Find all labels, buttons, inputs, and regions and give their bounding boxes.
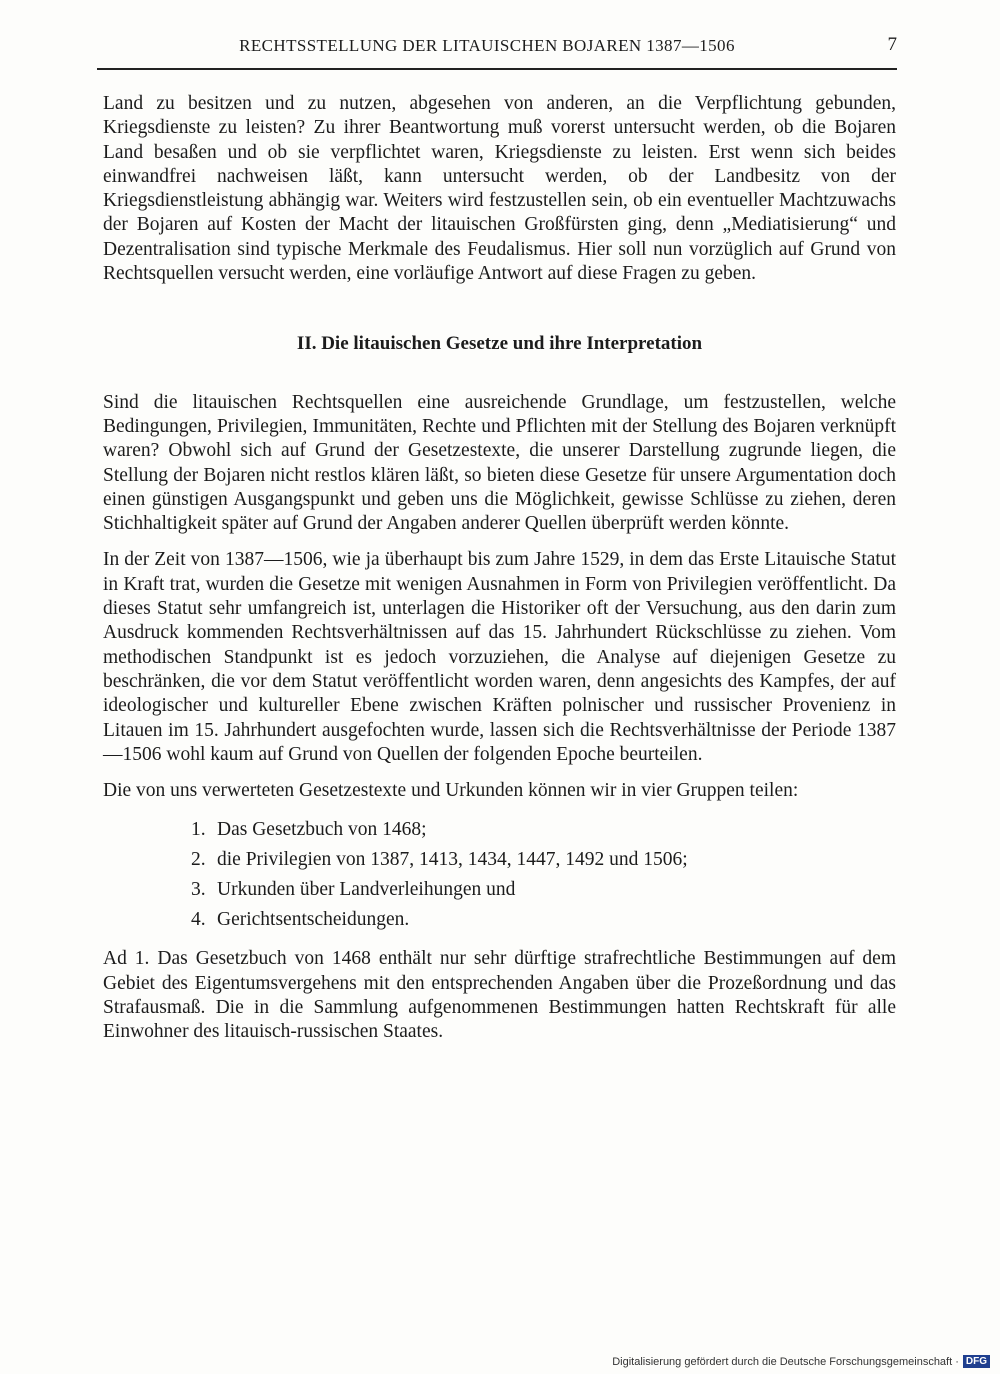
running-title: RECHTSSTELLUNG DER LITAUISCHEN BOJAREN 1387—1506: [239, 36, 735, 55]
section-spacer: [103, 286, 896, 332]
list-item-number: 2.: [191, 849, 206, 871]
list-item-text: Gerichtsentscheidungen.: [217, 909, 410, 931]
list-item-number: 1.: [191, 819, 206, 841]
footer-text: Digitalisierung gefördert durch die Deutsche Forschungsgemeinschaft ·: [612, 1355, 959, 1368]
list-item-number: 3.: [191, 879, 206, 901]
list-item-text: Das Gesetzbuch von 1468;: [217, 819, 427, 841]
list-item: [191, 845, 896, 875]
paragraph-4: Ad 1. Das Gesetzbuch von 1468 enthält nur sehr dürftige strafrechtliche Bestimmungen auf dem Gebiet des Eigentumsvergehens mit den entsprechenden Angaben über die Prozeßordnung und das Strafausmaß. Die in die Sammlung aufgenommenen Bestimmungen hatten Rechtskraft für alle Einwohner des litauisch-russischen Staates.: [103, 948, 896, 1043]
list-item: [191, 905, 896, 935]
source-groups-list: [103, 815, 896, 935]
list-item: [191, 875, 896, 905]
page-number: 7: [887, 34, 897, 55]
dfg-logo-icon: DFG: [963, 1355, 990, 1368]
paragraph-3: Die von uns verwerteten Gesetzestexte und Urkunden können wir in vier Gruppen teilen:: [103, 780, 799, 802]
digitization-footer: [612, 1355, 990, 1368]
list-item-number: 4.: [191, 909, 206, 931]
list-item-text: Urkunden über Landverleihungen und: [217, 879, 516, 901]
list-item-text: die Privilegien von 1387, 1413, 1434, 1447, 1492 und 1506;: [217, 849, 688, 871]
body-text: [103, 92, 896, 1045]
intro-paragraph: Land zu besitzen und zu nutzen, abgesehen von anderen, an die Verpflichtung gebunden, Kriegsdienste zu leisten? Zu ihrer Beantwortung muß vorerst untersucht werden, ob die Bojaren Land besaßen und ob sie verpflichtet waren, Kriegsdienste zu leisten. Erst wenn sich beides einwandfrei nachweisen läßt, kann untersucht werden, ob der Landbesitz von der Kriegsdienstleistung abhängig war. Weiters wird festzustellen sein, ob ein eventueller Machtzuwachs der Bojaren auf Kosten der Macht der litauischen Großfürsten ging, denn „Mediatisierung“ und Dezentralisation sind typische Merkmale des Feudalismus. Hier soll nun vorzüglich auf Grund von Rechtsquellen versucht werden, eine vorläufige Antwort auf diese Fragen zu geben.: [103, 93, 896, 285]
list-item: [191, 815, 896, 845]
section-heading: II. Die litauischen Gesetze und ihre Interpretation: [296, 333, 703, 355]
paragraph-2: In der Zeit von 1387—1506, wie ja überhaupt bis zum Jahre 1529, in dem das Erste Litauische Statut in Kraft trat, wurden die Gesetze mit wenigen Ausnahmen in Form von Privilegien veröffentlicht. Da dieses Statut sehr umfangreich ist, unterlagen die Historiker oft der Versuchung, aus den darin zum Ausdruck kommenden Rechtsverhältnissen auf das 15. Jahrhundert Rückschlüsse zu ziehen. Vom methodischen Standpunkt ist es jedoch vorzuziehen, die Analyse auf diejenigen Gesetze zu beschränken, die vor dem Statut veröffentlicht worden waren, denn angesichts des Kampfes, der auf ideologischer und kultureller Ebene zwischen Kräften polnischer und russischer Provenienz in Litauen im 15. Jahrhundert ausgefochten wurde, lassen sich die Rechtsverhältnisse der Periode 1387—1506 wohl kaum auf Grund von Quellen der folgenden Epoche beurteilen.: [103, 549, 896, 765]
paragraph-1: Sind die litauischen Rechtsquellen eine ausreichende Grundlage, um festzustellen, welche Bedingungen, Privilegien, Immunitäten, Rechte und Pflichten mit der Stellung des Bojaren verknüpft waren? Obwohl sich auf Grund der Gesetzestexte, die unserer Darstellung zugrunde liegen, die Stellung der Bojaren nicht restlos klären läßt, so bieten diese Gesetze für unsere Argumentation doch einen günstigen Ausgangspunkt und geben uns die Möglichkeit, gewisse Schlüsse zu ziehen, deren Stichhaltigkeit später auf Grund der Angaben anderer Quellen überprüft werden könnte.: [103, 391, 896, 535]
running-header: [97, 34, 897, 70]
